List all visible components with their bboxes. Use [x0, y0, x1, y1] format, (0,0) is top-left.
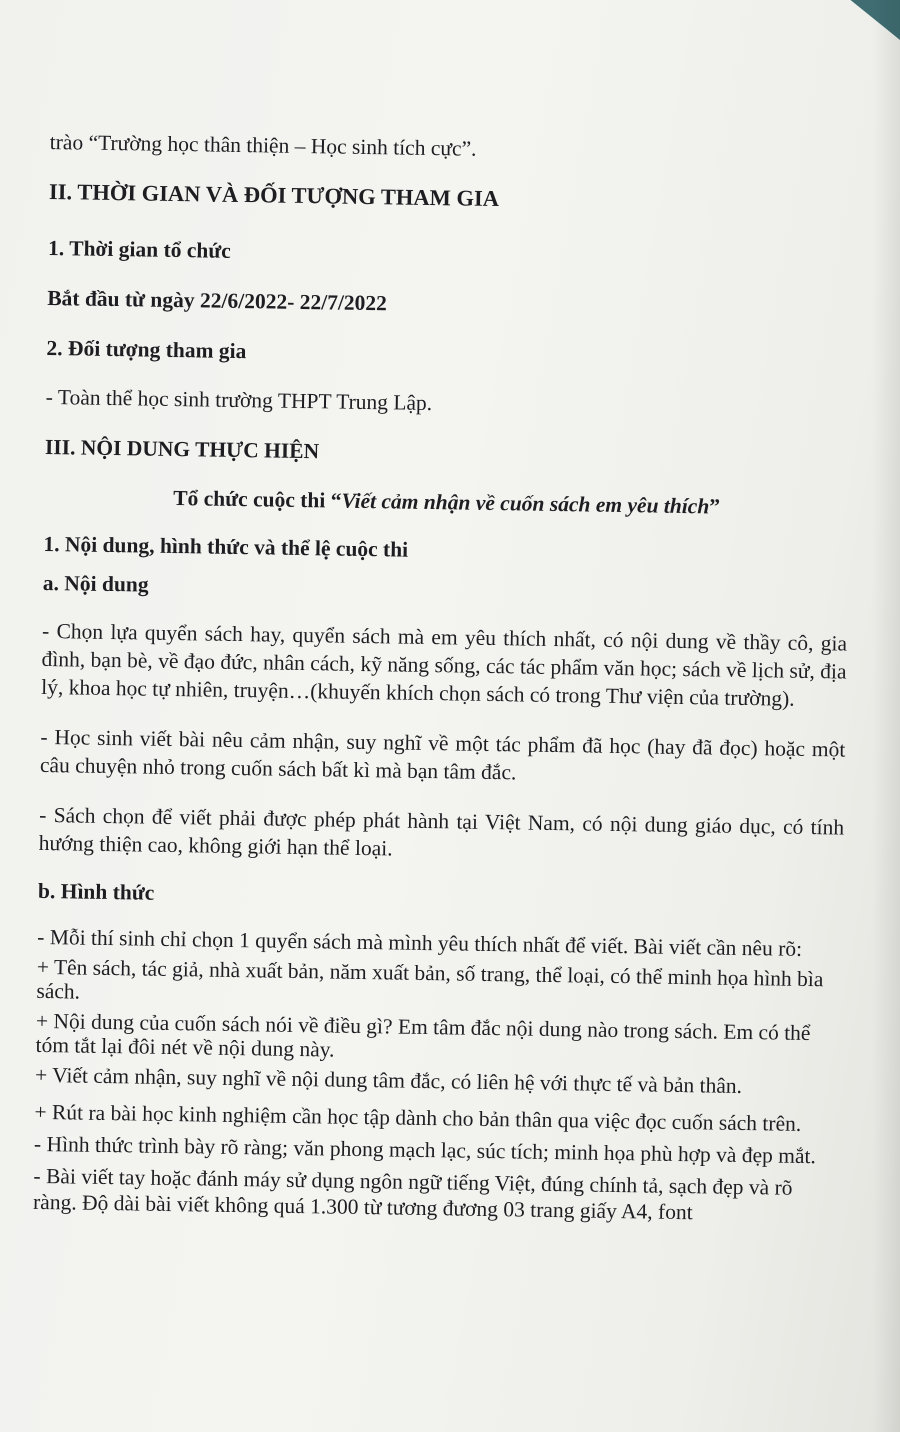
contest-prefix: Tổ chức cuộc thi “	[173, 485, 342, 513]
participants-text: - Toàn thể học sinh trường THPT Trung Lập.	[45, 384, 433, 416]
sub-heading-format: b. Hình thức	[37, 878, 155, 905]
sub-heading-participants: 2. Đối tượng tham gia	[46, 335, 247, 364]
format-item-2: + Nội dung của cuốn sách nói về điều gì? Em tâm đắc nội dung nào trong sách. Em có thể tóm tắt lại đôi nét về nội dung này.	[35, 1008, 811, 1062]
format-item-3: + Viết cảm nhận, suy nghĩ về nội dung tâm đắc, có liên hệ với thực tế và bản thân.	[34, 1062, 743, 1098]
content-heading: 1. Nội dung, hình thức và thể lệ cuộc thi	[43, 531, 409, 562]
section-3-heading: III. NỘI DUNG THỰC HIỆN	[44, 434, 320, 464]
sub-heading-content: a. Nội dung	[42, 570, 149, 597]
content-paragraph-3: - Sách chọn để viết phải được phép phát hành tại Việt Nam, có nội dung giáo dục, có tính hướng thiện cao, không giới hạn thể loại.	[38, 802, 845, 861]
format-paragraph-2: - Hình thức trình bày rõ ràng; văn phong mạch lạc, súc tích; minh họa phù hợp và đẹp mắt.	[33, 1131, 817, 1169]
contest-title-line	[44, 482, 849, 523]
intro-line: trào “Trường học thân thiện – Học sinh tích cực”.	[49, 129, 477, 161]
format-paragraph-1: - Mỗi thí sinh chỉ chọn 1 quyển sách mà mình yêu thích nhất để viết. Bài viết cần nêu rõ:	[37, 924, 803, 961]
page-edge-shadow	[872, 0, 900, 1432]
content-paragraph-2: - Học sinh viết bài nêu cảm nhận, suy nghĩ về một tác phẩm đã học (hay đã đọc) hoặc một câu chuyện nhỏ trong cuốn sách bất kì mà bạn tâm đắc.	[39, 724, 846, 785]
section-2-heading: II. THỜI GIAN VÀ ĐỐI TƯỢNG THAM GIA	[48, 178, 500, 212]
format-item-4: + Rút ra bài học kinh nghiệm cần học tập dành cho bản thân qua việc đọc cuốn sách trên.	[34, 1099, 802, 1136]
sub-heading-time: 1. Thời gian tổ chức	[47, 235, 231, 263]
contest-suffix: ”	[709, 494, 721, 519]
date-range: Bắt đầu từ ngày 22/6/2022- 22/7/2022	[47, 285, 388, 316]
contest-title: Viết cảm nhận về cuốn sách em yêu thích	[341, 488, 710, 519]
content-paragraph-1: - Chọn lựa quyển sách hay, quyển sách mà em yêu thích nhất, có nội dung về thầy cô, gia đình, bạn bè, về đạo đức, nhân cách, kỹ năng sống, các tác phẩm văn học; sách về lịch sử, địa lý, khoa học tự nhiên, truyện…(khuyến khích chọn sách có trong Thư viện của trường).	[41, 618, 848, 711]
format-item-1: + Tên sách, tác giả, nhà xuất bản, năm xuất bản, số trang, thể loại, có thể minh họa hình bìa sách.	[36, 954, 824, 1004]
format-paragraph-3: - Bài viết tay hoặc đánh máy sử dụng ngôn ngữ tiếng Việt, đúng chính tả, sạch đẹp và rõ ràng. Độ dài bài viết không quá 1.300 từ tương đương 03 trang giấy A4, font	[32, 1163, 793, 1225]
document-body	[33, 128, 855, 1228]
